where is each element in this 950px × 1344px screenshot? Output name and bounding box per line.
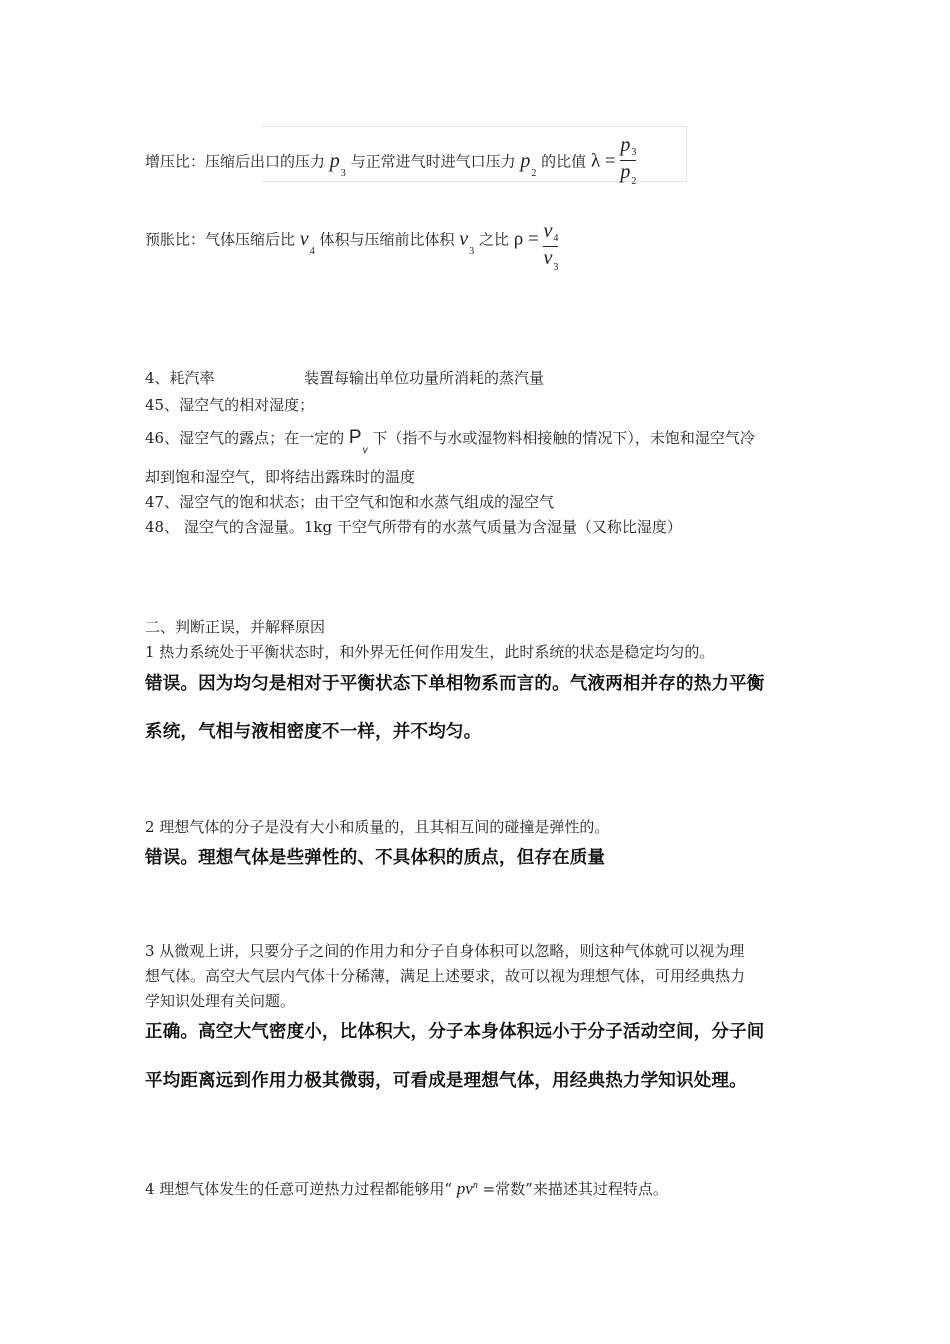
volume-v4: $v_4$	[299, 227, 315, 257]
question-1: 1 热力系统处于平衡状态时，和外界无任何作用发生，此时系统的状态是稳定均匀的。	[145, 643, 715, 661]
steam-rate-term: 4、耗汽率	[145, 369, 215, 387]
steam-rate-explanation: 装置每输出单位功量所消耗的蒸汽量	[304, 369, 545, 387]
compression-ratio-definition	[145, 134, 637, 188]
steam-rate-definition	[145, 368, 545, 388]
cutoff-ratio-text-b: 体积与压缩前比体积	[319, 230, 455, 249]
answer-1-line-2: 系统，气相与液相密度不一样，并不均匀。	[145, 722, 482, 742]
question-3-line-3: 学知识处理有关问题。	[145, 992, 296, 1010]
lambda-symbol: λ =	[590, 150, 616, 172]
answer-2: 错误。理想气体是些弹性的、不具体积的质点，但存在质量	[145, 848, 606, 868]
volume-v3: $v_3$	[459, 227, 475, 257]
pv-expression: $pv^n$	[456, 1179, 478, 1198]
question-4: 4 理想气体发生的任意可逆热力过程都能够用“ $pv^n$ =常数”来描述其过程特点。	[145, 1179, 668, 1198]
dew-point-item: 46、湿空气的露点；在一定的 $P_v$ 下（指不与水或湿物料相接触的情况下），未饱和湿空气冷	[145, 427, 755, 456]
rho-symbol: ρ =	[513, 228, 539, 250]
answer-3-line-2: 平均距离远到作用力极其微弱，可看成是理想气体，用经典热力学知识处理。	[145, 1071, 747, 1091]
cutoff-ratio-text-a: 预胀比：气体压缩后比	[145, 230, 296, 249]
compression-ratio-text-b: 与正常进气时进气口压力	[350, 152, 516, 171]
compression-ratio-text-a: 增压比：压缩后出口的压力	[145, 152, 326, 171]
question-3-line-2: 想气体。高空大气层内气体十分稀薄，满足上述要求，故可以视为理想气体，可用经典热力	[145, 967, 746, 985]
rho-fraction: $\frac{v_4}{v_3}$	[543, 220, 559, 273]
pressure-p2: $p_2$	[520, 149, 537, 179]
answer-3-line-1: 正确。高空大气密度小，比体积大，分子本身体积远小于分子活动空间，分子间	[145, 1022, 765, 1042]
lambda-fraction: $\frac{p_3}{p_2}$	[620, 134, 637, 187]
dew-point-item-cont: 却到饱和湿空气，即将结出露珠时的温度	[145, 468, 416, 486]
pressure-pv: $P_v$	[348, 427, 368, 456]
cutoff-ratio-definition	[145, 215, 559, 273]
question-3-line-1: 3 从微观上讲，只要分子之间的作用力和分子自身体积可以忽略，则这种气体就可以视为理	[145, 942, 745, 960]
saturation-state-item: 47、湿空气的饱和状态；由干空气和饱和水蒸气组成的湿空气	[145, 493, 555, 511]
answer-1-line-1: 错误。因为均匀是相对于平衡状态下单相物系而言的。气液两相并存的热力平衡	[145, 674, 765, 694]
section-heading: 二、判断正误，并解释原因	[145, 618, 326, 636]
compression-ratio-text-c: 的比值	[541, 152, 587, 171]
question-2: 2 理想气体的分子是没有大小和质量的，且其相互间的碰撞是弹性的。	[145, 818, 610, 836]
pressure-p3: $p_3$	[329, 149, 346, 179]
cutoff-ratio-text-c: 之比	[478, 230, 509, 249]
moisture-content-item: 48、 湿空气的含湿量。1kg 干空气所带有的水蒸气质量为含湿量（又称比湿度）	[145, 518, 682, 536]
relative-humidity-item: 45、湿空气的相对湿度；	[145, 396, 315, 414]
